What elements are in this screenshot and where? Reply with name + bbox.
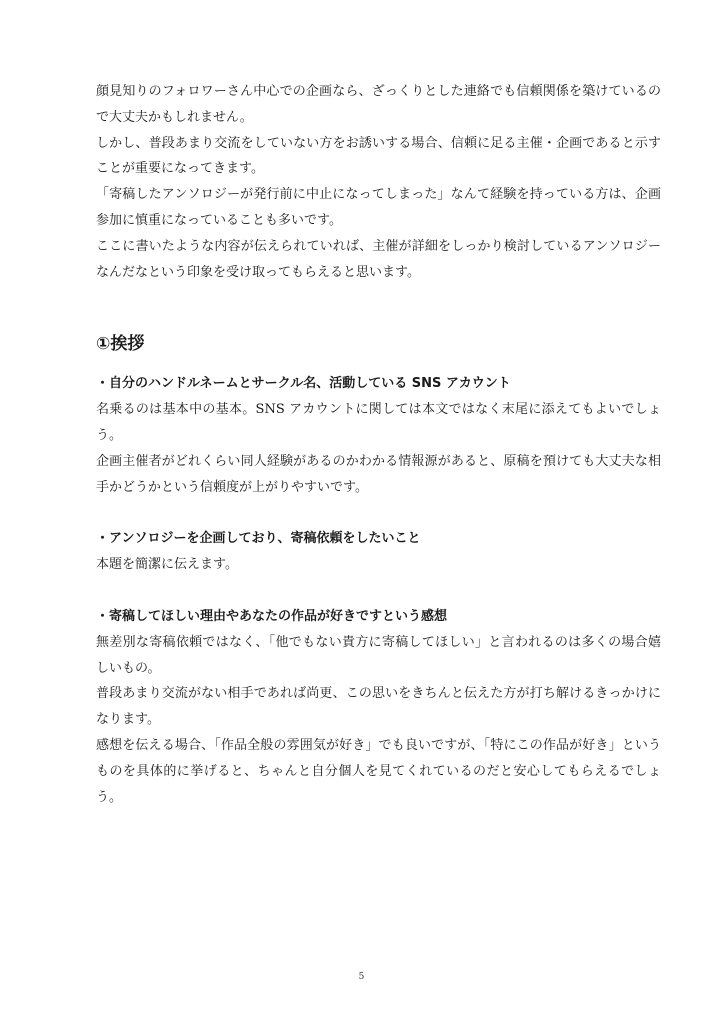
subsection-title: ・寄稿してほしい理由やあなたの作品が好きですという感想 [96, 608, 448, 624]
subsection-title: ・自分のハンドルネームとサークル名、活動している SNS アカウント [96, 376, 511, 392]
intro-paragraph: しかし、普段あまり交流をしていない方をお誘いする場合、信頼に足る主催・企画であると示すことが重要になってきます。 [96, 135, 661, 177]
subsection-name-and-account [96, 371, 661, 500]
subsection-paragraph: 名乗るのは基本中の基本。SNS アカウントに関しては本文ではなく末尾に添えてもよいでしょう。 [96, 402, 661, 443]
subsection-reason-and-impression [96, 604, 661, 810]
subsection-paragraph: 本題を簡潔に伝えます。 [96, 557, 238, 573]
subsection-paragraph: 企画主催者がどれくらい同人経験があるのかわかる情報源があると、原稿を預けても大丈夫な相手かどうかという信頼度が上がりやすいです。 [96, 453, 661, 495]
intro-paragraph: ここに書いたような内容が伝えられていれば、主催が詳細をしっかり検討しているアンソロジーなんだなという印象を受け取ってもらえると思います。 [96, 238, 661, 280]
subsection-paragraph: 無差別な寄稿依頼ではなく、「他でもない貴方に寄稿してほしい」と言われるのは多くの場合嬉しいもの。 [96, 634, 661, 676]
subsection-request [96, 526, 661, 578]
intro-block [96, 79, 661, 285]
subsection-paragraph: 普段あまり交流がない相手であれば尚更、この思いをきちんと伝えた方が打ち解けるきっかけになります。 [96, 686, 661, 728]
section-heading: ①挨拶 [96, 334, 145, 355]
intro-paragraph: 顔見知りのフォロワーさん中心での企画なら、ざっくりとした連絡でも信頼関係を築けているので大丈夫かもしれません。 [96, 84, 661, 125]
document-page [96, 79, 661, 810]
subsection-paragraph: 感想を伝える場合、「作品全般の雰囲気が好き」でも良いですが、「特にこの作品が好き」というものを具体的に挙げると、ちゃんと自分個人を見てくれているのだと安心してもらえるでしょう。 [96, 737, 661, 805]
subsection-title: ・アンソロジーを企画しており、寄稿依頼をしたいこと [96, 531, 421, 547]
intro-paragraph: 「寄稿したアンソロジーが発行前に中止になってしまった」なんて経験を持っている方は、企画参加に慎重になっていることも多いです。 [96, 187, 661, 228]
page-number: 5 [358, 972, 365, 982]
